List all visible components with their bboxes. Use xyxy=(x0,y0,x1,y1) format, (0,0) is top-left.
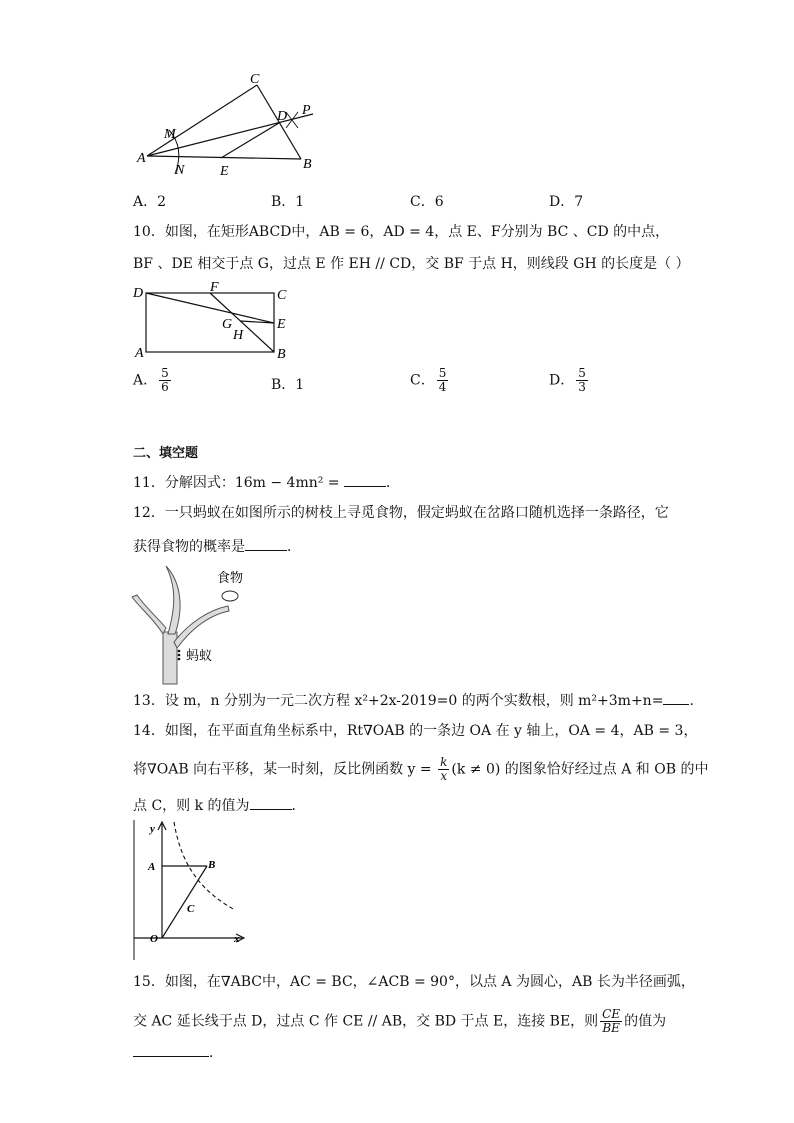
q10-option-c xyxy=(410,367,450,394)
q9-option-d: D．7 xyxy=(549,194,584,210)
q9-option-b: B．1 xyxy=(271,194,305,210)
q15-frac xyxy=(600,1008,622,1035)
q15-end: ． xyxy=(209,1045,223,1061)
q15-text-a: 交 AC 延长线于点 D，过点 C 作 CE // AB，交 BD 于点 E，连接 BE，则 xyxy=(133,1013,599,1030)
q14-label-a: A xyxy=(148,861,156,873)
food-icon xyxy=(222,591,238,601)
section-heading: 二、填空题 xyxy=(133,446,199,461)
q10-figure xyxy=(130,282,295,360)
q10-label-c: C xyxy=(277,288,287,303)
q10-option-b xyxy=(271,374,304,394)
q10-option-d-frac xyxy=(576,367,588,394)
q10-option-c-den: 4 xyxy=(438,380,447,394)
q15-line-3 xyxy=(133,1042,223,1063)
q11-text: 11．分解因式：16m − 4mn² = xyxy=(133,475,344,491)
q14-text-b: (k ≠ 0) 的图象恰好经过点 A 和 OB 的中 xyxy=(451,761,709,778)
q9-label-m: M xyxy=(164,127,176,142)
q10-option-a-num: 5 xyxy=(161,366,169,380)
q12-answer-blank[interactable] xyxy=(245,536,287,551)
q14-answer-blank[interactable] xyxy=(250,795,292,810)
q15-line-1: 15．如图，在∇ABC中，AC = BC，∠ACB = 90°，以点 A 为圆心，AB 长为半径画弧， xyxy=(133,974,695,990)
q14-end: ． xyxy=(291,798,306,814)
q10-option-a-den: 6 xyxy=(161,380,169,394)
q15-answer-blank[interactable] xyxy=(133,1042,209,1057)
q10-label-d: D xyxy=(133,286,144,301)
q12-line-1: 12．一只蚂蚁在如图所示的树枝上寻觅食物，假定蚂蚁在岔路口随机选择一条路径，它 xyxy=(133,505,669,521)
q9-label-b: B xyxy=(303,157,312,172)
q10-label-f: F xyxy=(210,282,219,295)
q13-line xyxy=(133,690,694,711)
q13-end: . xyxy=(689,693,694,709)
q9-option-c: C．6 xyxy=(410,194,444,210)
q9-label-p: P xyxy=(302,103,311,118)
q10-label-b: B xyxy=(277,347,286,360)
q14-line-3 xyxy=(133,795,306,816)
q11-end: ． xyxy=(385,475,400,491)
q14-label-x: x xyxy=(234,933,240,945)
q14-line-2 xyxy=(133,756,708,783)
q14-text-a: 将∇OAB 向右平移，某一时刻，反比例函数 y = xyxy=(133,761,437,778)
q9-figure xyxy=(135,68,325,180)
q15-line-2 xyxy=(133,1008,666,1035)
q12-line-2 xyxy=(133,536,301,557)
q14-coordinate-figure xyxy=(130,818,250,963)
q13-answer-blank[interactable] xyxy=(663,690,689,705)
q9-label-e: E xyxy=(220,164,229,179)
q9-label-a: A xyxy=(137,151,146,166)
q10-option-a-frac xyxy=(159,367,171,394)
q14-frac xyxy=(438,756,449,783)
q10-option-d xyxy=(549,367,590,394)
q10-option-c-frac xyxy=(437,367,449,394)
q10-label-h: H xyxy=(233,328,244,343)
q10-option-d-den: 3 xyxy=(578,380,586,394)
q10-option-a-prefix: A． xyxy=(133,372,158,389)
q10-line-1: 10．如图，在矩形ABCD中，AB = 6，AD = 4，点 E、F分别为 BC 、CD 的中点， xyxy=(133,224,670,240)
q12-tree-figure xyxy=(128,560,253,685)
q14-label-o: O xyxy=(150,933,158,945)
q10-option-d-prefix: D． xyxy=(549,372,575,389)
q14-label-c: C xyxy=(187,903,195,915)
q9-label-c: C xyxy=(250,72,260,87)
q14-text-c: 点 C，则 k 的值为 xyxy=(133,798,250,814)
q10-option-d-num: 5 xyxy=(578,366,586,380)
q9-label-n: N xyxy=(175,163,185,178)
q14-label-b: B xyxy=(208,859,216,871)
q12-ant-label: 蚂蚁 xyxy=(186,648,213,663)
q10-label-e: E xyxy=(277,317,286,332)
q12-text: 获得食物的概率是 xyxy=(133,539,245,555)
q10-label-a: A xyxy=(135,346,144,360)
q9-option-a: A．2 xyxy=(133,194,167,210)
q10-label-g: G xyxy=(222,317,233,332)
q15-text-b: 的值为 xyxy=(624,1013,667,1030)
q15-frac-den: BE xyxy=(602,1021,620,1035)
ant-icon xyxy=(178,650,181,661)
q13-text: 13．设 m，n 分别为一元二次方程 x²+2x-2019=0 的两个实数根，则 m²+3m+n= xyxy=(133,693,664,709)
q14-line-1: 14．如图，在平面直角坐标系中，Rt∇OAB 的一条边 OA 在 y 轴上，OA = 4，AB = 3， xyxy=(133,723,698,739)
q9-label-d: D xyxy=(277,109,288,124)
q10-option-a xyxy=(133,367,173,394)
q10-option-c-num: 5 xyxy=(438,366,447,380)
q12-food-label: 食物 xyxy=(217,570,244,585)
q12-end: ． xyxy=(287,539,301,555)
q11-answer-blank[interactable] xyxy=(344,472,386,487)
q10-option-b-prefix: B．1 xyxy=(271,377,305,393)
q11-line xyxy=(133,472,400,493)
q10-line-2: BF 、DE 相交于点 G，过点 E 作 EH // CD，交 BF 于点 H，则线段 GH 的长度是（ ） xyxy=(133,256,690,272)
q10-option-c-prefix: C． xyxy=(410,372,435,389)
q14-frac-num: k xyxy=(440,755,448,769)
q14-frac-den: x xyxy=(440,769,448,783)
q14-label-y: y xyxy=(150,823,155,835)
q15-frac-num: CE xyxy=(602,1007,621,1021)
